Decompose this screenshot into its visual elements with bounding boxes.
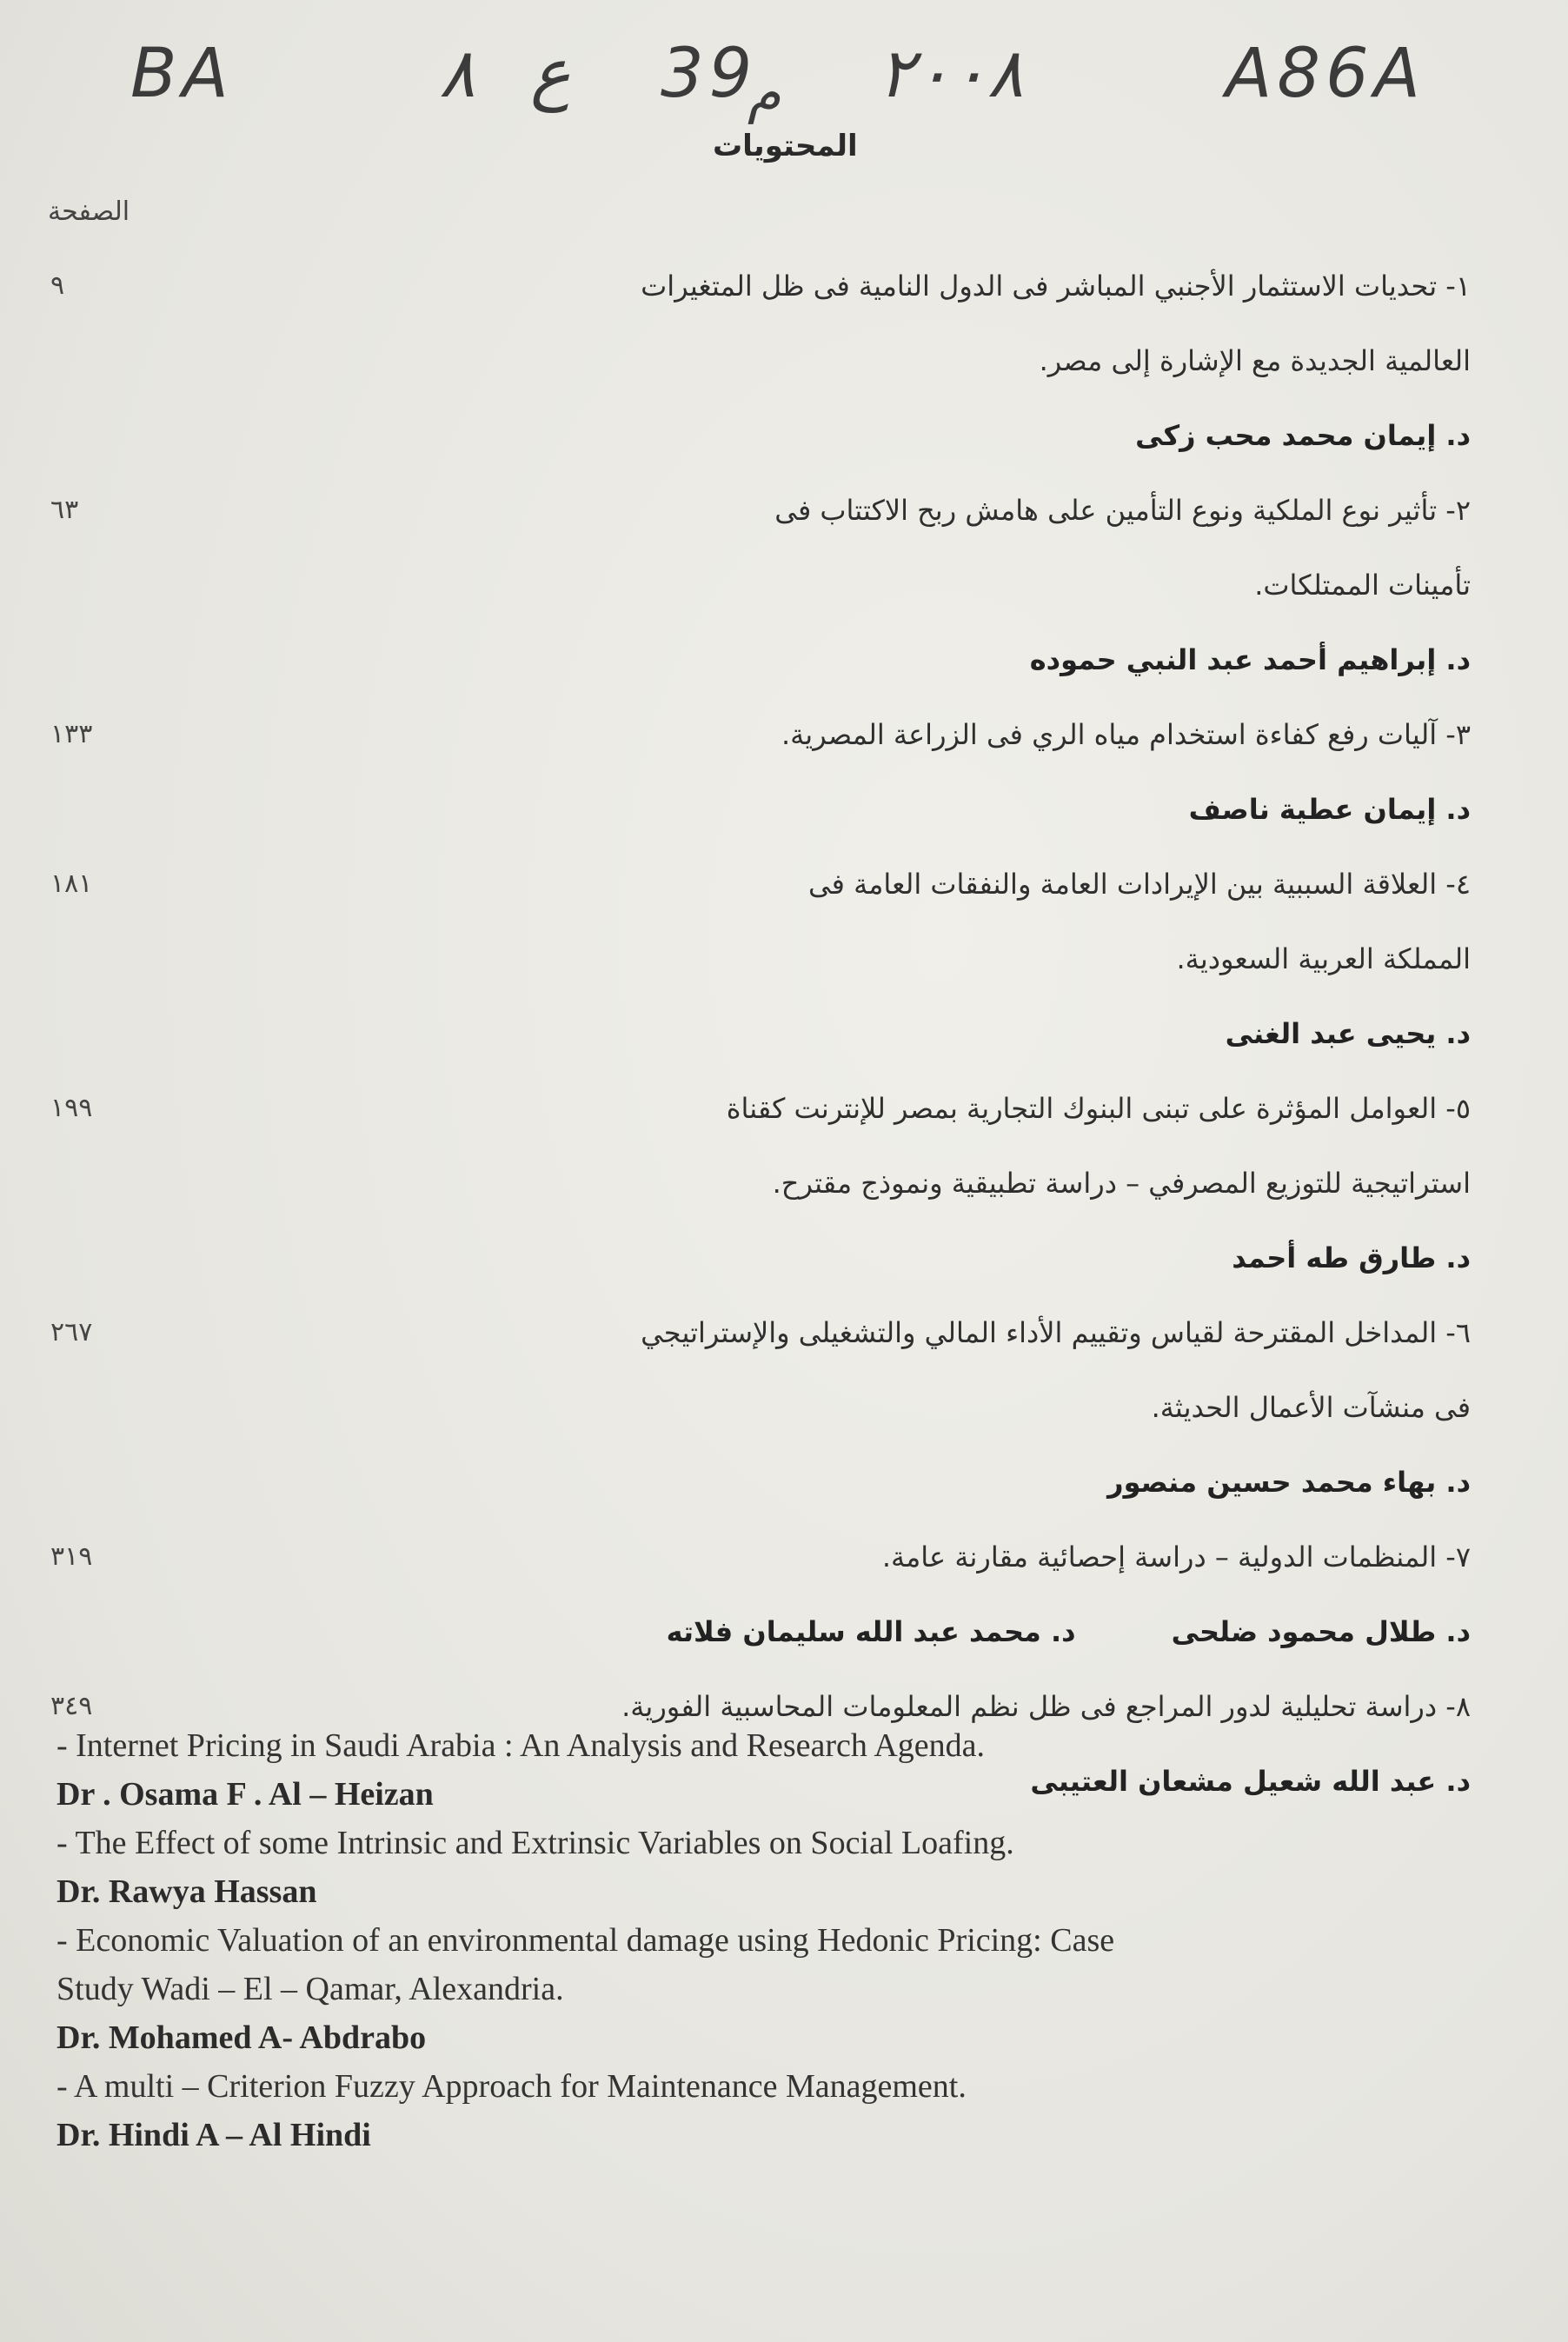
english-entry-title: - A multi – Criterion Fuzzy Approach for Maintenance Management. [56, 2068, 967, 2105]
english-entry-title: - Internet Pricing in Saudi Arabia : An Analysis and Research Agenda. [56, 1727, 985, 1764]
toc-author: د. عبد الله شعيل مشعان العتيبى [1030, 1765, 1471, 1798]
toc-entry-line [0, 1146, 1568, 1221]
english-entry-author: Dr. Mohamed A- Abdrabo [56, 2019, 427, 2056]
toc-author-line [0, 772, 1568, 847]
toc-entry-line [0, 1295, 1568, 1370]
toc-page-number: ١٨١ [50, 868, 93, 899]
toc-entry-title: العالمية الجديدة مع الإشارة إلى مصر. [1039, 344, 1471, 377]
english-contents [56, 1721, 1447, 2159]
page-column-label: الصفحة [48, 196, 130, 227]
toc-authors [515, 1594, 1471, 1669]
toc-entry-title: ١- تحديات الاستثمار الأجنبي المباشر فى الدول النامية فى ظل المتغيرات [641, 269, 1471, 303]
handwritten-code: ٨ [439, 35, 475, 113]
toc-entry-title: ٢- تأثير نوع الملكية ونوع التأمين على هامش ربح الاكتتاب فى [774, 494, 1471, 527]
toc-author-line [0, 1221, 1568, 1295]
handwritten-code: ع [530, 35, 571, 113]
toc-entry-line [0, 473, 1568, 548]
toc-entry-title: استراتيجية للتوزيع المصرفي – دراسة تطبيقية ونموذج مقترح. [772, 1167, 1471, 1200]
english-entry-title-continued: Study Wadi – El – Qamar, Alexandria. [56, 1971, 564, 2007]
toc-entry-title: فى منشآت الأعمال الحديثة. [1151, 1391, 1471, 1424]
toc-author: د. بهاء محمد حسين منصور [1107, 1466, 1471, 1499]
toc-entry-line [0, 249, 1568, 323]
handwritten-code: ٢٠٠٨ [878, 35, 1024, 113]
english-entry-author: Dr. Hindi A – Al Hindi [56, 2117, 371, 2153]
toc-author: د. طارق طه أحمد [1232, 1241, 1471, 1274]
toc-page-number: ١٣٣ [50, 719, 93, 749]
toc-entry-title: ٦- المداخل المقترحة لقياس وتقييم الأداء المالي والتشغيلى والإستراتيجي [641, 1316, 1471, 1349]
toc-entry-line [0, 921, 1568, 996]
toc-entry-line [0, 847, 1568, 921]
toc-page-number: ٣٤٩ [50, 1691, 93, 1721]
toc-author: د. يحيى عبد الغنى [1225, 1017, 1471, 1050]
toc-author: د. إيمان محمد محب زكى [1135, 419, 1471, 452]
toc-entry-line [0, 1071, 1568, 1146]
toc-entry-title: ٨- دراسة تحليلية لدور المراجع فى ظل نظم المعلومات المحاسبية الفورية. [621, 1690, 1471, 1723]
toc-author-line [0, 398, 1568, 473]
toc-entry-title: ٤- العلاقة السببية بين الإيرادات العامة والنفقات العامة فى [807, 868, 1471, 901]
toc-author-line [0, 1445, 1568, 1520]
toc-author-line [0, 622, 1568, 697]
toc-page-number: ١٩٩ [50, 1093, 93, 1123]
toc-page-number: ٦٣ [50, 495, 79, 525]
handwritten-code: 39 [661, 35, 758, 113]
toc-entry-line [0, 1520, 1568, 1594]
toc-page-number: ٢٦٧ [50, 1317, 93, 1347]
toc-entry-line [0, 548, 1568, 622]
toc-entry-title: تأمينات الممتلكات. [1254, 569, 1471, 602]
english-entry-title: - The Effect of some Intrinsic and Extrinsic Variables on Social Loafing. [56, 1825, 1014, 1861]
toc-entry-line [0, 323, 1568, 398]
toc-entry-line [0, 697, 1568, 772]
toc-author-line [0, 1594, 1568, 1669]
handwritten-code: BA [130, 35, 234, 113]
toc-author: د. إبراهيم أحمد عبد النبي حموده [1029, 643, 1471, 676]
toc-author: د. محمد عبد الله سليمان فلاته [666, 1615, 1076, 1648]
toc-entry-title: ٣- آليات رفع كفاءة استخدام مياه الري فى الزراعة المصرية. [781, 718, 1471, 751]
toc-entry-title: ٧- المنظمات الدولية – دراسة إحصائية مقارنة عامة. [881, 1540, 1471, 1574]
handwritten-code: م [747, 61, 781, 124]
english-entry-author: Dr . Osama F . Al – Heizan [56, 1776, 434, 1813]
handwritten-code: A86A [1226, 35, 1425, 113]
toc-entry-line [0, 1370, 1568, 1445]
toc-entry-title: المملكة العربية السعودية. [1176, 942, 1471, 975]
english-entry-title: - Economic Valuation of an environmental damage using Hedonic Pricing: Case [56, 1922, 1115, 1959]
toc-author: د. إيمان عطية ناصف [1188, 793, 1471, 826]
toc-page-number: ٩ [50, 270, 65, 301]
toc-entry-title: ٥- العوامل المؤثرة على تبنى البنوك التجارية بمصر للإنترنت كقناة [726, 1092, 1471, 1125]
toc-author: د. طلال محمود ضلحى [1171, 1615, 1471, 1648]
toc-page-number: ٣١٩ [50, 1541, 93, 1572]
page-title: المحتويات [713, 129, 858, 163]
toc-author-line [0, 996, 1568, 1071]
english-entry-author: Dr. Rawya Hassan [56, 1873, 317, 1910]
